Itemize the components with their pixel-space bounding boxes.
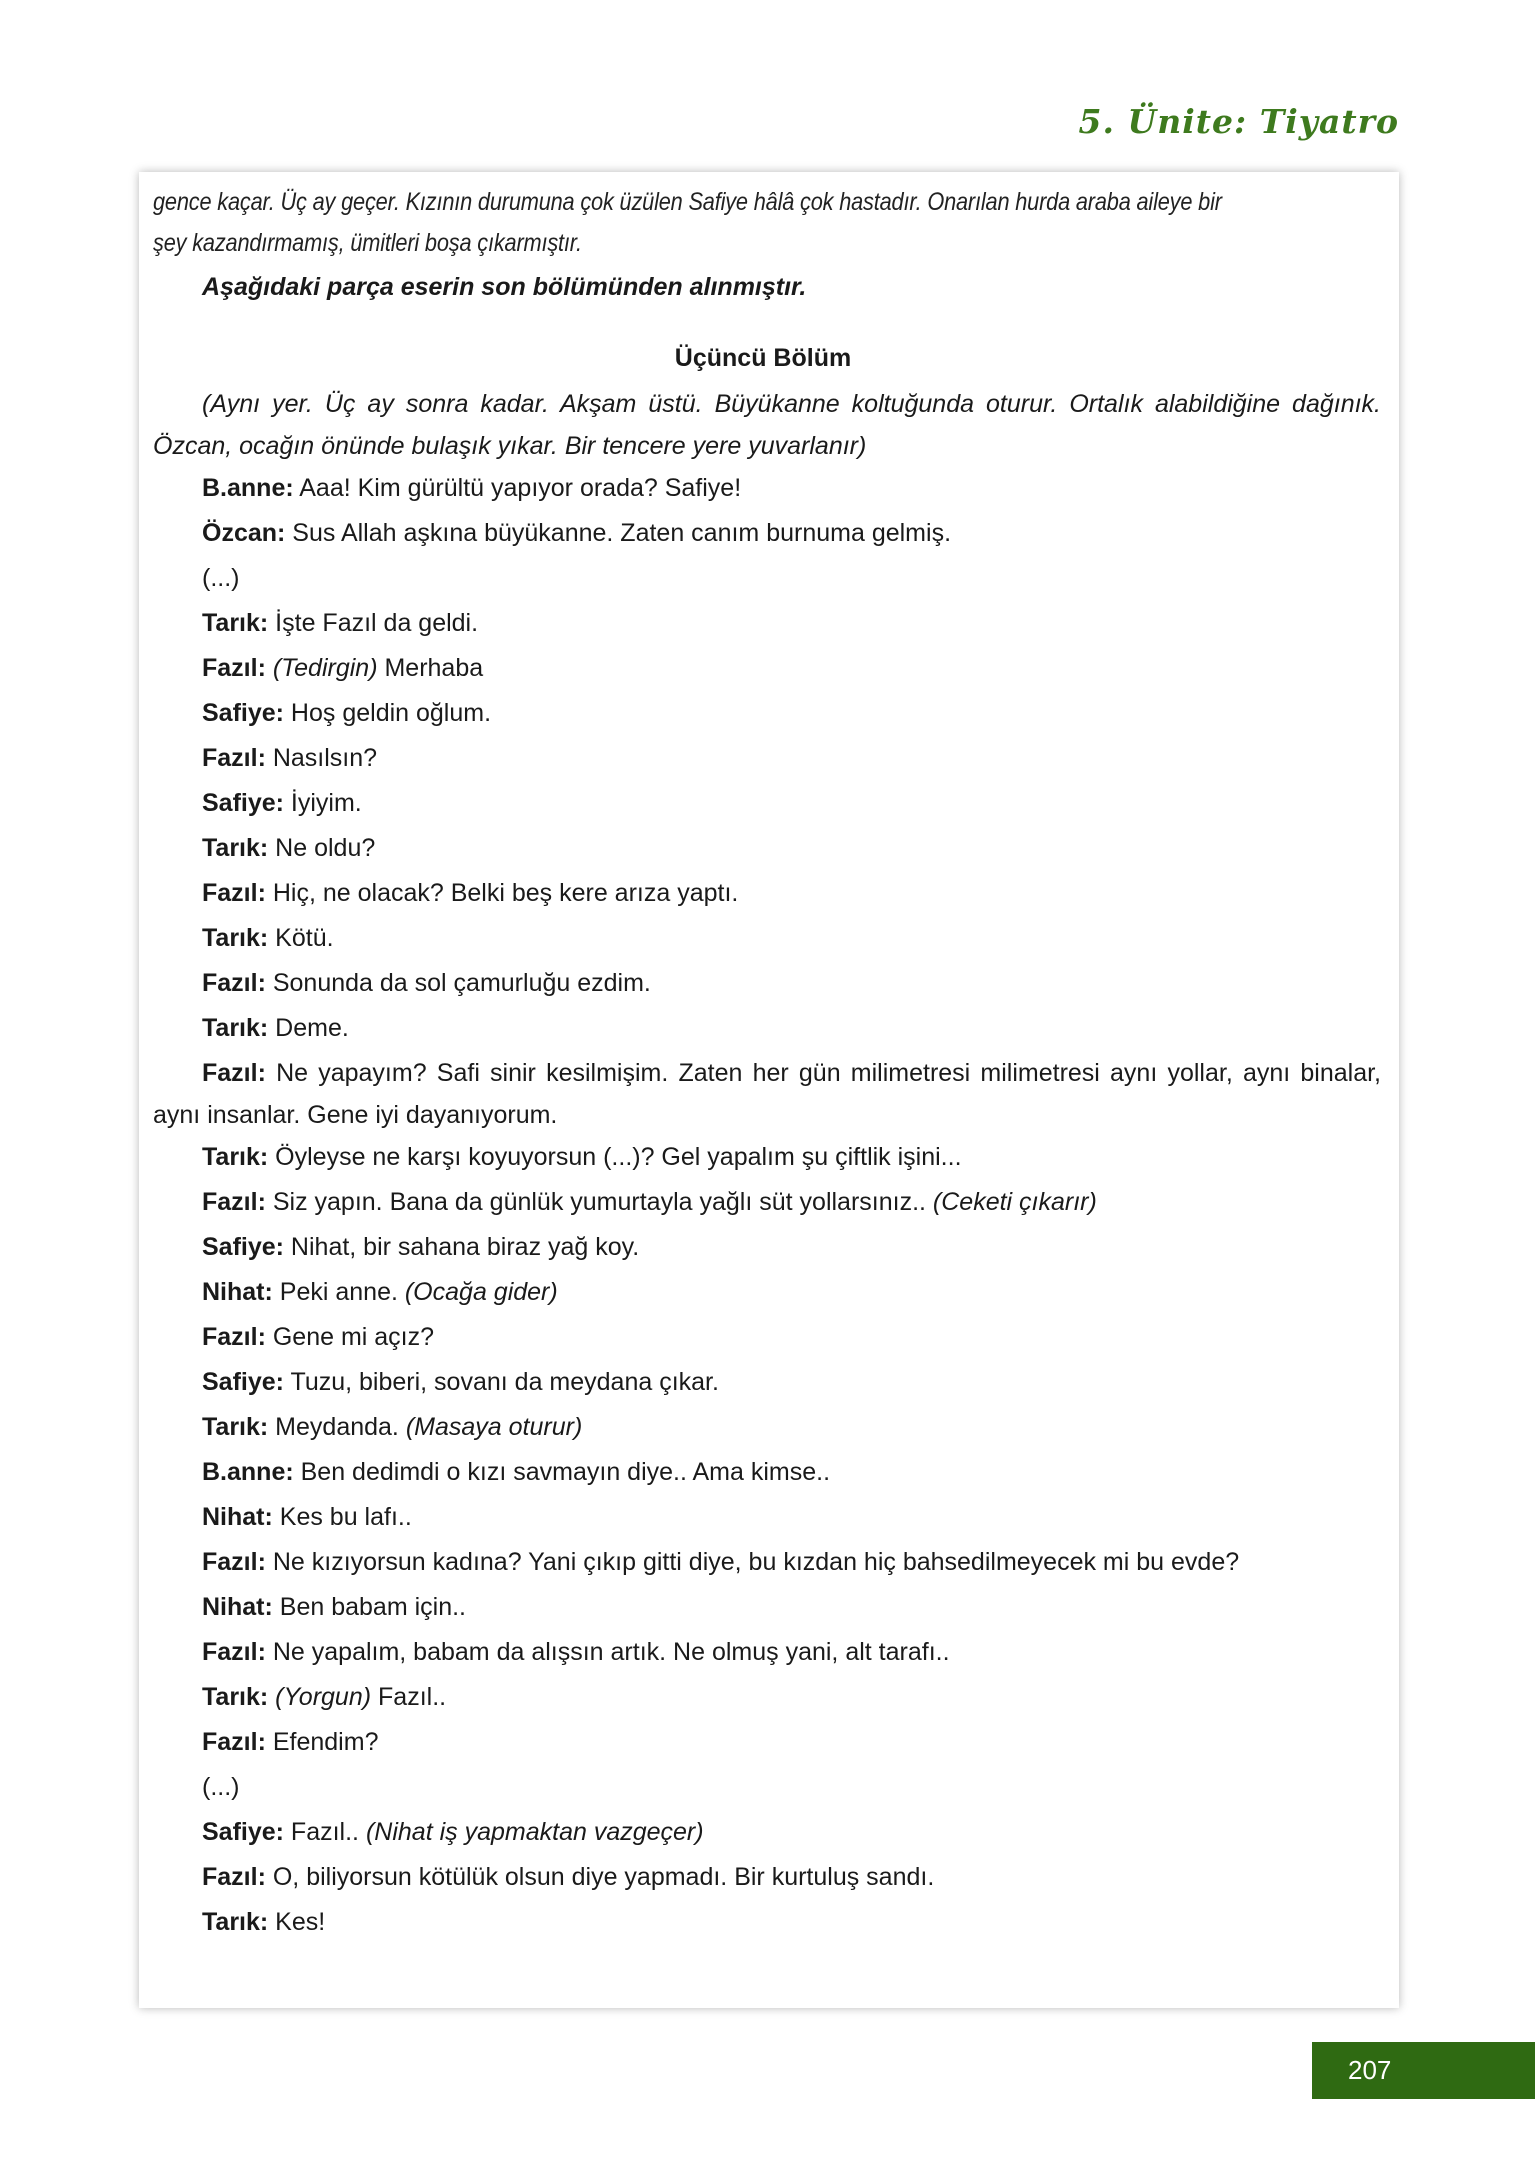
dialogue-line xyxy=(153,1721,1381,1766)
line-text: Ben babam için.. xyxy=(272,1593,466,1621)
stage-note: (Nihat iş yapmaktan vazgeçer) xyxy=(365,1818,704,1846)
line-text: Nasılsın? xyxy=(265,744,378,772)
line-text: Kes bu lafı.. xyxy=(272,1503,412,1531)
dialogue-line xyxy=(153,467,1381,512)
line-text: Kötü. xyxy=(268,924,334,952)
speaker-name: B.anne: xyxy=(202,474,294,502)
speaker-name: Nihat: xyxy=(202,1593,273,1621)
dialogue-line xyxy=(153,1451,1381,1496)
line-text: İyiyim. xyxy=(283,789,362,817)
stage-note: (Ocağa gider) xyxy=(404,1278,558,1306)
line-text: Meydanda. xyxy=(268,1413,406,1441)
line-text: Aaa! Kim gürültü yapıyor orada? Safiye! xyxy=(293,474,742,502)
speaker-name: Safiye: xyxy=(202,1818,284,1846)
line-text: Nihat, bir sahana biraz yağ koy. xyxy=(283,1233,640,1261)
dialogue-line xyxy=(153,647,1381,692)
dialogue-line xyxy=(153,1271,1381,1316)
speaker-name: Tarık: xyxy=(202,1014,269,1042)
page-number: 207 xyxy=(1312,2042,1535,2099)
line-text: Tuzu, biberi, sovanı da meydana çıkar. xyxy=(283,1368,719,1396)
dialogue-line xyxy=(153,1007,1381,1052)
speaker-name: Fazıl: xyxy=(202,1728,266,1756)
line-text: Siz yapın. Bana da günlük yumurtayla yağlı süt yollarsınız.. xyxy=(265,1188,933,1216)
speaker-name: Safiye: xyxy=(202,1368,284,1396)
dialogue-line xyxy=(153,1052,1381,1136)
speaker-name: Tarık: xyxy=(202,1683,269,1711)
speaker-name: Tarık: xyxy=(202,1908,269,1936)
dialogue-line xyxy=(153,1766,1381,1811)
line-text: Ne yapalım, babam da alışsın artık. Ne olmuş yani, alt tarafı.. xyxy=(265,1638,950,1666)
lead-sentence: Aşağıdaki parça eserin son bölümünden alınmıştır. xyxy=(202,273,807,301)
unit-title: 5. Ünite: Tiyatro xyxy=(1078,102,1399,141)
dialogue-line xyxy=(153,782,1381,827)
line-text: Peki anne. xyxy=(272,1278,405,1306)
stage-note: (Ceketi çıkarır) xyxy=(932,1188,1097,1216)
dialogue-line xyxy=(153,1586,1381,1631)
section-title: Üçüncü Bölüm xyxy=(674,344,852,372)
dialogue-line xyxy=(153,1811,1381,1856)
dialogue-line xyxy=(153,602,1381,647)
speaker-name: Fazıl: xyxy=(202,1323,266,1351)
speaker-name: Fazıl: xyxy=(202,1059,266,1087)
dialogue-line xyxy=(153,1631,1381,1676)
dialogue-line xyxy=(153,737,1381,782)
speaker-name: Fazıl: xyxy=(202,879,266,907)
dialogue-line xyxy=(153,1541,1381,1586)
dialogue-line xyxy=(153,1676,1381,1721)
dialogue-line xyxy=(153,557,1381,602)
dialogue-list xyxy=(153,467,1399,1946)
stage-note: (Yorgun) xyxy=(268,1683,372,1711)
speaker-name: Safiye: xyxy=(202,789,284,817)
speaker-name: B.anne: xyxy=(202,1458,294,1486)
dialogue-line xyxy=(153,1901,1381,1946)
speaker-name: Fazıl: xyxy=(202,1638,266,1666)
dialogue-line xyxy=(153,1226,1381,1271)
dialogue-line xyxy=(153,1361,1381,1406)
speaker-name: Tarık: xyxy=(202,1413,269,1441)
line-text: Ben dedimdi o kızı savmayın diye.. Ama kimse.. xyxy=(293,1458,831,1486)
line-text: Hoş geldin oğlum. xyxy=(283,699,492,727)
speaker-name: Tarık: xyxy=(202,1143,269,1171)
dialogue-line xyxy=(153,1406,1381,1451)
line-text: Hiç, ne olacak? Belki beş kere arıza yaptı. xyxy=(265,879,739,907)
line-text: Fazıl.. xyxy=(283,1818,366,1846)
intro-paragraph: gence kaçar. Üç ay geçer. Kızının durumuna çok üzülen Safiye hâlâ çok hastadır. Onarılan hurda araba aileye bir şey kazandırmamış, ümitleri boşa çıkarmıştır. xyxy=(153,188,1222,257)
speaker-name: Fazıl: xyxy=(202,744,266,772)
speaker-name: Tarık: xyxy=(202,834,269,862)
speaker-name: Fazıl: xyxy=(202,1188,266,1216)
line-text: Ne oldu? xyxy=(268,834,376,862)
dialogue-line xyxy=(153,917,1381,962)
line-text: Ne kızıyorsun kadına? Yani çıkıp gitti diye, bu kızdan hiç bahsedilmeyecek mi bu evde? xyxy=(265,1548,1240,1576)
line-text: Gene mi açız? xyxy=(265,1323,435,1351)
dialogue-line xyxy=(153,692,1381,737)
speaker-name: Safiye: xyxy=(202,699,284,727)
dialogue-line xyxy=(153,1316,1381,1361)
stage-direction: (Aynı yer. Üç ay sonra kadar. Akşam üstü. Büyükanne koltuğunda oturur. Ortalık alabildiğine dağınık. Özcan, ocağın önünde bulaşık yıkar. Bir tencere yere yuvarlanır) xyxy=(153,390,1381,460)
stage-note: (Tedirgin) xyxy=(265,654,378,682)
speaker-name: Özcan: xyxy=(202,519,286,547)
line-text: Kes! xyxy=(268,1908,326,1936)
speaker-name: Tarık: xyxy=(202,924,269,952)
line-text: Ne yapayım? Safi sinir kesilmişim. Zaten her gün milimetresi milimetresi aynı yollar, aynı binalar, aynı insanlar. Gene iyi dayanıyorum. xyxy=(153,1059,1381,1129)
line-text: Sonunda da sol çamurluğu ezdim. xyxy=(265,969,651,997)
dialogue-line xyxy=(153,1856,1381,1901)
speaker-name: Fazıl: xyxy=(202,1863,266,1891)
line-text: (...) xyxy=(202,564,240,592)
line-text: Öyleyse ne karşı koyuyorsun (...)? Gel yapalım şu çiftlik işini... xyxy=(268,1143,962,1171)
text-panel xyxy=(139,172,1399,2008)
line-text: Merhaba xyxy=(377,654,484,682)
dialogue-line xyxy=(153,1136,1381,1181)
line-text: Sus Allah aşkına büyükanne. Zaten canım burnuma gelmiş. xyxy=(285,519,952,547)
speaker-name: Fazıl: xyxy=(202,654,266,682)
line-text: (...) xyxy=(202,1773,240,1801)
line-text: Fazıl.. xyxy=(371,1683,447,1711)
dialogue-line xyxy=(153,1496,1381,1541)
speaker-name: Nihat: xyxy=(202,1278,273,1306)
dialogue-line xyxy=(153,512,1381,557)
line-text: Deme. xyxy=(268,1014,349,1042)
speaker-name: Fazıl: xyxy=(202,969,266,997)
dialogue-line xyxy=(153,962,1381,1007)
line-text: Efendim? xyxy=(265,1728,379,1756)
speaker-name: Nihat: xyxy=(202,1503,273,1531)
stage-note: (Masaya oturur) xyxy=(405,1413,583,1441)
dialogue-line xyxy=(153,1181,1381,1226)
speaker-name: Safiye: xyxy=(202,1233,284,1261)
line-text: İşte Fazıl da geldi. xyxy=(268,609,479,637)
dialogue-line xyxy=(153,872,1381,917)
dialogue-line xyxy=(153,827,1381,872)
speaker-name: Fazıl: xyxy=(202,1548,266,1576)
line-text: O, biliyorsun kötülük olsun diye yapmadı. Bir kurtuluş sandı. xyxy=(265,1863,935,1891)
speaker-name: Tarık: xyxy=(202,609,269,637)
